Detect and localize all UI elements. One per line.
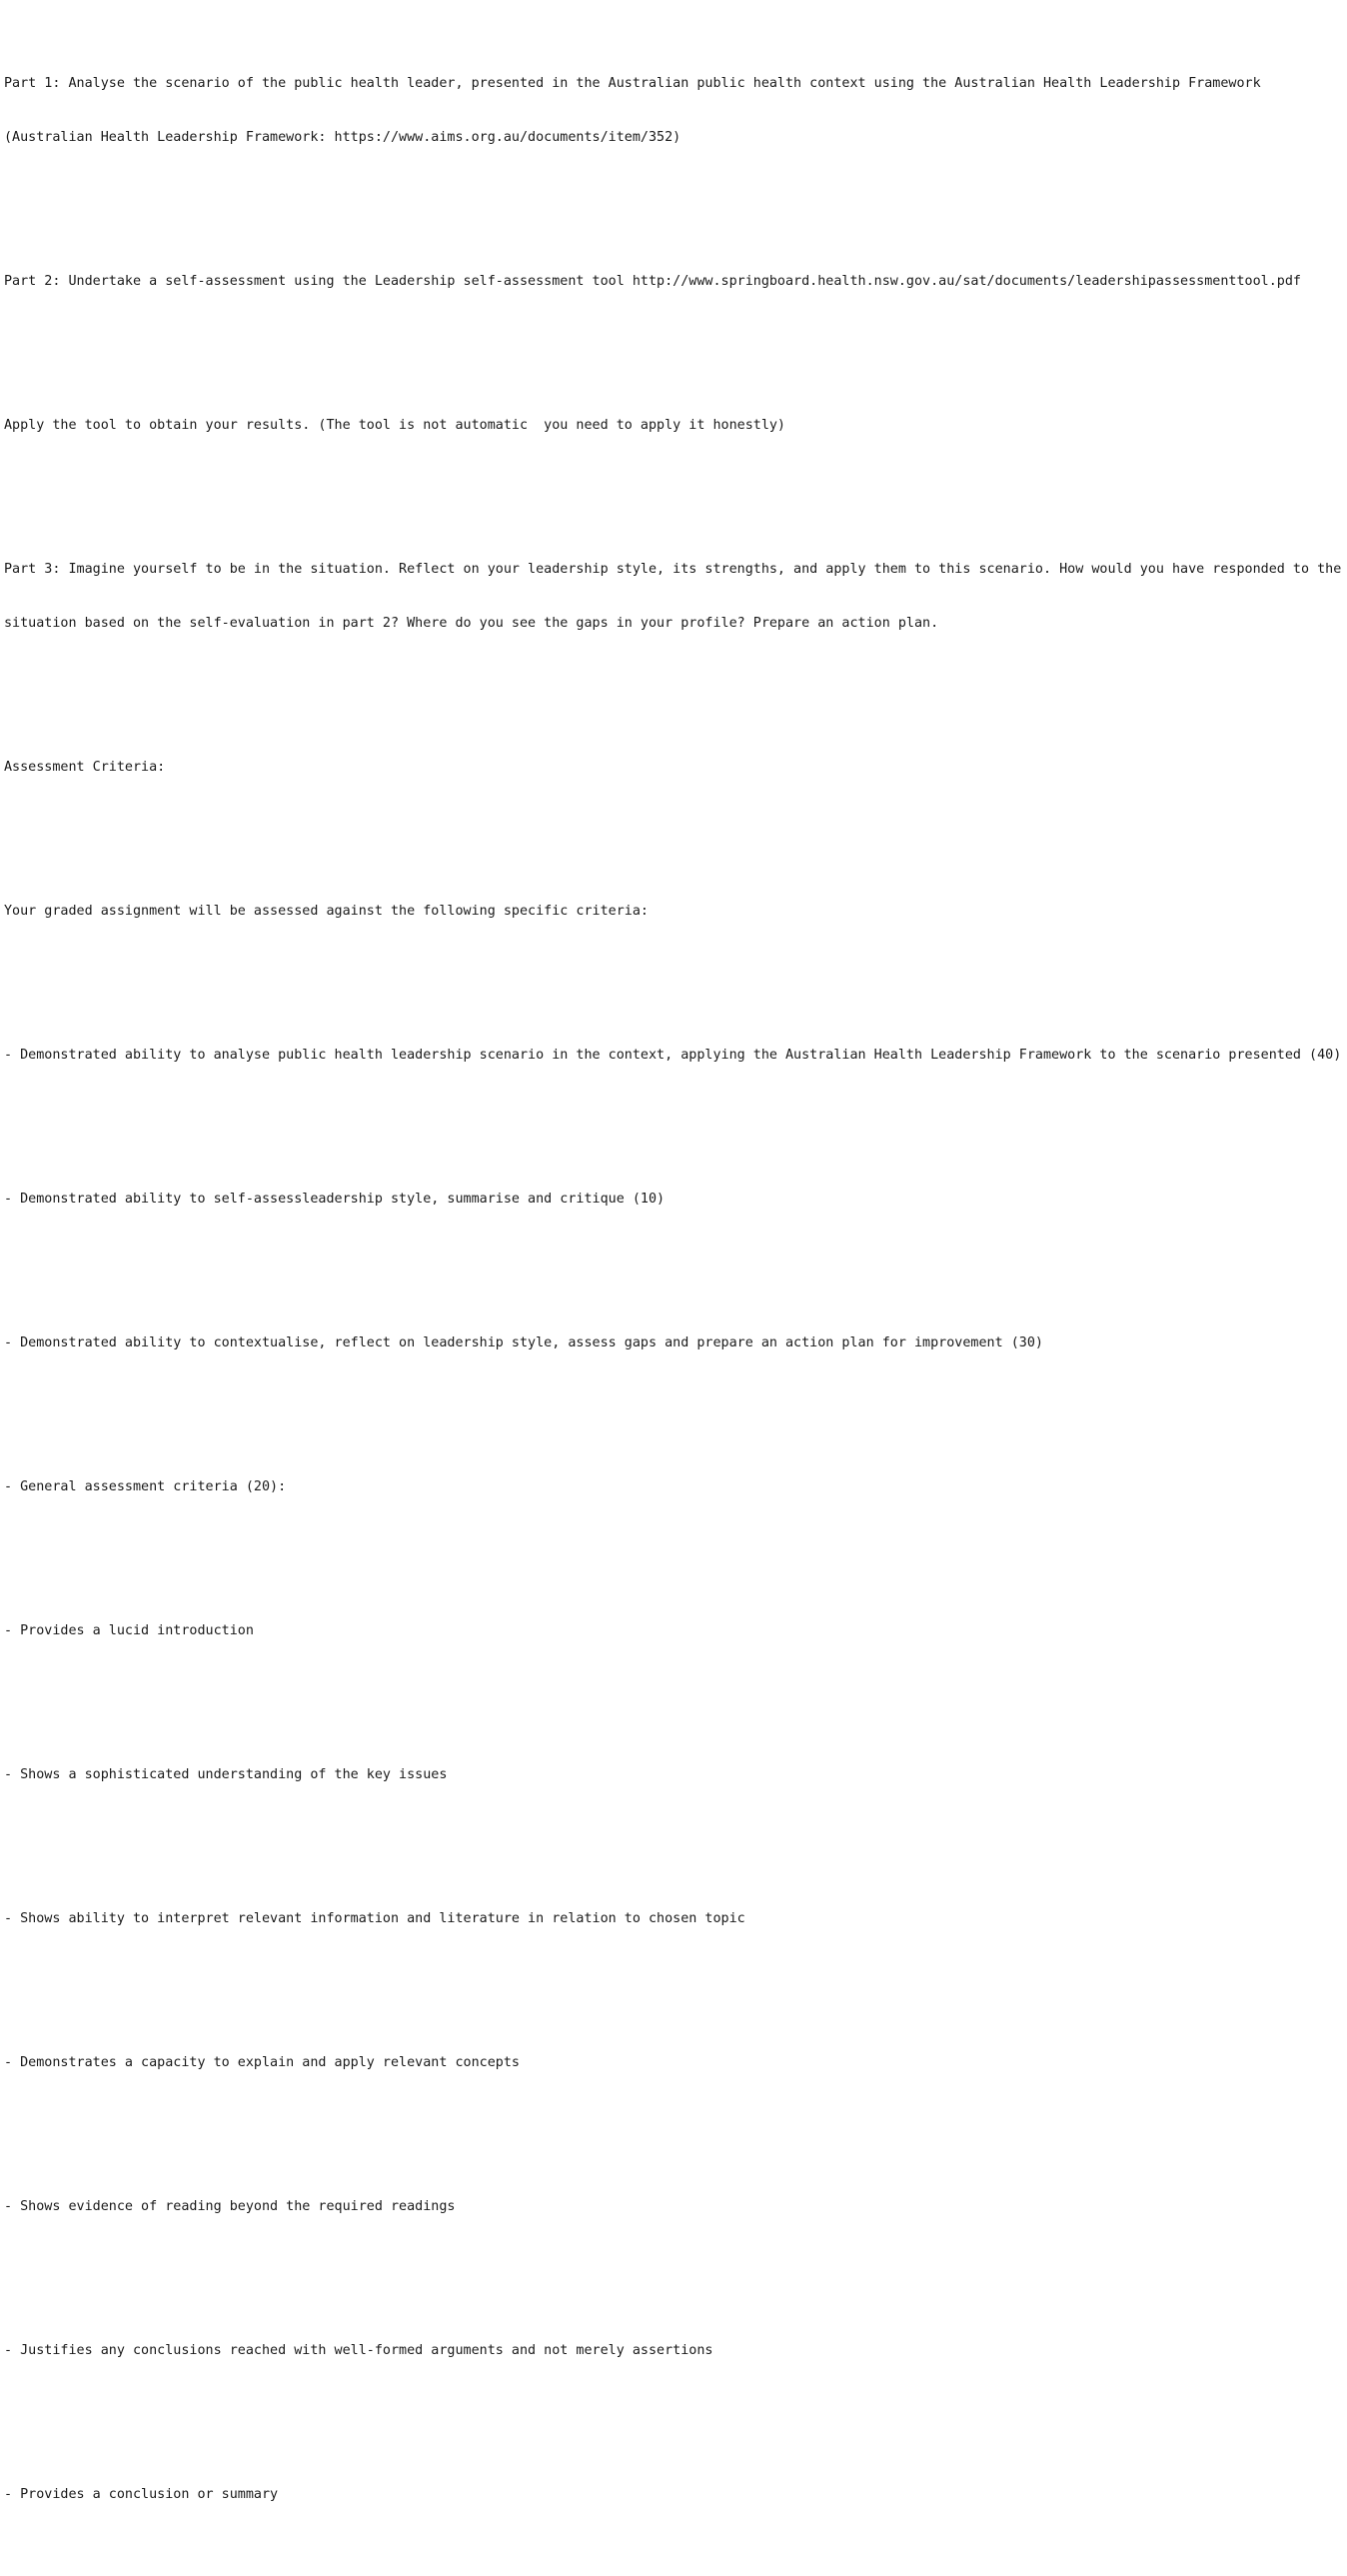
assessment-intro-text: Your graded assignment will be assessed against the following specific criteria: [4,904,649,919]
criterion-text: - Demonstrated ability to contextualise, reflect on leadership style, assess gaps and prepare an action plan for improvement (30) [4,1335,1043,1350]
criterion-text: - Shows ability to interpret relevant information and literature in relation to chosen topic [4,1911,745,1926]
part3-line-1: Part 3: Imagine yourself to be in the situation. Reflect on your leadership style, its strengths, and apply them to this scenario. How would you have responded to the [4,562,1342,577]
criterion-text: - Shows a sophisticated understanding of the key issues [4,1767,448,1782]
criterion-text: - Demonstrated ability to self-assessleadership style, summarise and critique (10) [4,1192,666,1207]
part3-line-2: situation based on the self-evaluation in part 2? Where do you see the gaps in your profile? Prepare an action plan. [4,616,939,631]
criterion-item [4,1586,1347,1676]
part1-line-2: (Australian Health Leadership Framework: https://www.aims.org.au/documents/item/352) [4,130,681,145]
criterion-item [4,1874,1347,1964]
part1-paragraph [4,39,1347,183]
assessment-heading-text: Assessment Criteria: [4,760,166,775]
criterion-item [4,1730,1347,1820]
criterion-text: - Provides a lucid introduction [4,1623,254,1638]
criterion-text: - General assessment criteria (20): [4,1479,287,1494]
assessment-heading [4,723,1347,813]
criterion-item [4,2162,1347,2252]
criterion-item [4,2450,1347,2540]
criterion-item [4,1442,1347,1532]
criterion-item [4,1155,1347,1245]
criterion-item [4,1011,1347,1101]
part2-line-1: Part 2: Undertake a self-assessment using the Leadership self-assessment tool http://www.springboard.health.nsw.gov.au/sat/documents/leadershipassessmenttool.pdf [4,274,1301,289]
criterion-text: - Shows evidence of reading beyond the required readings [4,2199,456,2214]
assessment-intro [4,867,1347,957]
criterion-text: - Provides a conclusion or summary [4,2487,279,2502]
apply-tool-paragraph [4,381,1347,471]
criterion-item [4,1298,1347,1388]
criterion-text: - Demonstrated ability to analyse public health leadership scenario in the context, applying the Australian Health Leadership Framework to the scenario presented (40) [4,1048,1342,1063]
part1-line-1: Part 1: Analyse the scenario of the public health leader, presented in the Australian public health context using the Australian Health Leadership Framework [4,76,1261,91]
criterion-item [4,2018,1347,2108]
criterion-text: - Justifies any conclusions reached with well-formed arguments and not merely assertions [4,2343,713,2358]
part3-paragraph [4,525,1347,669]
part2-paragraph [4,237,1347,327]
apply-tool-text: Apply the tool to obtain your results. (The tool is not automatic you need to apply it honestly) [4,418,785,433]
criterion-item [4,2306,1347,2396]
criterion-text: - Demonstrates a capacity to explain and apply relevant concepts [4,2055,520,2070]
